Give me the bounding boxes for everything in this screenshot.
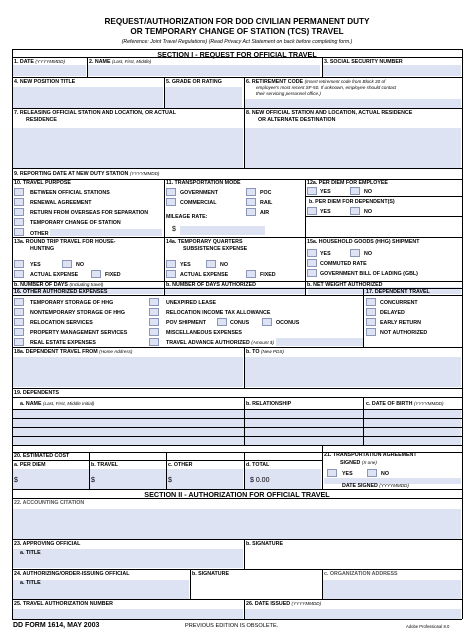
- field6-hint: their servicing personnel office.): [256, 91, 321, 96]
- rule: [87, 57, 88, 77]
- hh-no-checkbox[interactable]: [62, 260, 72, 268]
- org-address-label: c. ORGANIZATION ADDRESS: [324, 571, 398, 577]
- field16-label: 16. OTHER AUTHORIZED EXPENSES: [14, 289, 108, 295]
- field10-label: 10. TRAVEL PURPOSE: [14, 180, 71, 186]
- advance-amount-field[interactable]: [276, 338, 363, 346]
- hhg-gbl-label: GOVERNMENT BILL OF LADING (GBL): [320, 271, 418, 277]
- hhg-no-checkbox[interactable]: [350, 249, 360, 257]
- expense-option: TEMPORARY STORAGE OF HHG: [30, 300, 114, 306]
- expense-checkbox[interactable]: [149, 298, 159, 306]
- field2-label: 2. NAME (Last, First, Middle): [89, 59, 152, 65]
- expense-checkbox[interactable]: [149, 338, 159, 346]
- expense-checkbox[interactable]: [14, 308, 24, 316]
- advance-label: TRAVEL ADVANCE AUTHORIZED (Amount $): [166, 340, 274, 346]
- field9-label: 9. REPORTING DATE AT NEW DUTY STATION (YYYYMMDD): [14, 171, 160, 177]
- rule: [12, 49, 13, 619]
- purpose-option: BETWEEN OFFICIAL STATIONS: [30, 190, 110, 196]
- tq-fixed-checkbox[interactable]: [246, 270, 256, 278]
- rule: [12, 347, 462, 348]
- purpose-checkbox[interactable]: [14, 208, 24, 216]
- tq-no-label: NO: [220, 262, 228, 268]
- expense-option: NONTEMPORARY STORAGE OF HHG: [30, 310, 125, 316]
- hh-actual-checkbox[interactable]: [14, 270, 24, 278]
- field6-label: 6. RETIREMENT CODE (Insert retirement code from Block 30 of: [246, 79, 386, 85]
- expense-checkbox[interactable]: [149, 308, 159, 316]
- per-diem-yes-checkbox[interactable]: [307, 187, 317, 195]
- agreement-yes-label: YES: [342, 471, 353, 477]
- purpose-option: OTHER: [30, 231, 49, 237]
- authorization-number-field[interactable]: [13, 609, 243, 619]
- per-diem-dep-yes-checkbox[interactable]: [307, 207, 317, 215]
- pov-label: POV SHIPMENT: [166, 320, 207, 326]
- rule: [12, 409, 462, 410]
- agreement-yes-checkbox[interactable]: [327, 469, 337, 477]
- rule: [305, 216, 462, 217]
- hh-fixed-label: FIXED: [105, 272, 121, 278]
- form-id: DD FORM 1614, MAY 2003: [13, 622, 100, 629]
- cost-total-label: d. TOTAL: [246, 462, 270, 468]
- tq-no-checkbox[interactable]: [206, 260, 216, 268]
- cost-travel-field[interactable]: [90, 469, 166, 489]
- field8-label-2: OR ALTERNATE DESTINATION: [258, 117, 336, 123]
- section1-heading: SECTION I - REQUEST FOR OFFICIAL TRAVEL: [157, 50, 317, 59]
- per-diem-yes-label: YES: [320, 189, 331, 195]
- field22-label: 22. ACCOUNTING CITATION: [14, 500, 85, 506]
- field20-label: 20. ESTIMATED COST: [14, 453, 70, 459]
- rule: [12, 619, 462, 620]
- releasing-station-field[interactable]: [13, 128, 243, 168]
- expense-option: RELOCATION SERVICES: [30, 320, 93, 326]
- hhg-commuted-label: COMMUTED RATE: [320, 261, 367, 267]
- purpose-checkbox[interactable]: [14, 188, 24, 196]
- dep-travel-checkbox[interactable]: [366, 298, 376, 306]
- field26-label: 26. DATE ISSUED (YYYYMMDD): [246, 601, 322, 607]
- expense-option: RELOCATION INCOME TAX ALLOWANCE: [166, 310, 271, 316]
- position-title-field[interactable]: [13, 87, 163, 108]
- hhg-yes-label: YES: [320, 251, 331, 257]
- rule: [12, 460, 322, 461]
- purpose-other-field[interactable]: [50, 229, 162, 236]
- rule: [190, 569, 191, 599]
- field18b-label: b. TO (New PDS): [246, 349, 284, 355]
- agreement-no-checkbox[interactable]: [367, 469, 377, 477]
- expense-checkbox[interactable]: [14, 298, 24, 306]
- dep-travel-checkbox[interactable]: [366, 308, 376, 316]
- expense-option: REAL ESTATE EXPENSES: [30, 340, 96, 346]
- tq-fixed-label: FIXED: [260, 272, 276, 278]
- form-reference: (Reference: Joint Travel Regulations) (Read Privacy Act Statement on back before completing form.): [121, 39, 353, 45]
- rule: [305, 179, 306, 237]
- field14a-label-2: SUBSISTENCE EXPENSE: [183, 246, 248, 252]
- mode-option: POC: [260, 190, 272, 196]
- cost-per-diem-label: a. PER DIEM: [14, 462, 46, 468]
- date-field[interactable]: [13, 65, 86, 76]
- hhg-yes-checkbox[interactable]: [307, 249, 317, 257]
- rule: [244, 539, 245, 569]
- date-signed-label: DATE SIGNED (YYYYMMDD): [342, 483, 409, 489]
- field4-label: 4. NEW POSITION TITLE: [14, 79, 76, 85]
- field6-hint: employee's most recent SF-50. If unknown, employee should contact: [256, 85, 397, 90]
- mode-checkbox[interactable]: [166, 198, 176, 206]
- rule: [322, 57, 323, 77]
- cost-other-currency: $: [168, 477, 172, 484]
- field8-label: 8. NEW OFFICIAL STATION AND LOCATION, ACTUAL RESIDENCE: [246, 110, 413, 116]
- dependents-name-header: a. NAME (Last, First, Middle Initial): [20, 401, 95, 407]
- authorizing-signature-label: b. SIGNATURE: [192, 571, 229, 577]
- cost-other-field[interactable]: [167, 469, 243, 489]
- rule: [322, 569, 323, 599]
- rule: [89, 452, 90, 489]
- cost-travel-currency: $: [91, 477, 95, 484]
- date-issued-field[interactable]: [245, 609, 461, 619]
- dep-travel-option: EARLY RETURN: [380, 320, 421, 326]
- rule: [305, 237, 306, 295]
- field18a-label: 18a. DEPENDENT TRAVEL FROM (Home Address): [14, 349, 133, 355]
- mode-option: RAIL: [260, 200, 273, 206]
- tq-actual-label: ACTUAL EXPENSE: [180, 272, 229, 278]
- field21-label-2: SIGNED (X one): [340, 460, 377, 466]
- mileage-rate-label: MILEAGE RATE:: [166, 214, 208, 220]
- expense-checkbox[interactable]: [14, 328, 24, 336]
- rule: [363, 397, 364, 445]
- expense-option: UNEXPIRED LEASE: [166, 300, 217, 306]
- rule: [12, 295, 462, 296]
- software-note: Adobe Professional 8.0: [406, 624, 450, 629]
- purpose-option: RENEWAL AGREEMENT: [30, 200, 92, 206]
- rule: [12, 77, 462, 78]
- mode-option: AIR: [260, 210, 270, 216]
- per-diem-dep-no-label: NO: [364, 209, 372, 215]
- mileage-currency: $: [172, 226, 176, 233]
- rule: [244, 397, 245, 445]
- per-diem-no-label: NO: [364, 189, 372, 195]
- name-field[interactable]: [88, 65, 320, 76]
- rule: [12, 237, 462, 238]
- oconus-checkbox[interactable]: [262, 318, 272, 326]
- field15b-label: b. NET WEIGHT AUTHORIZED: [307, 282, 383, 288]
- dependents-dob-header: c. DATE OF BIRTH (YYYYMMDD): [366, 401, 444, 407]
- rule: [164, 237, 165, 295]
- mode-checkbox[interactable]: [246, 208, 256, 216]
- rule: [363, 288, 364, 347]
- form-title-line2: OR TEMPORARY CHANGE OF STATION (TCS) TRAVEL: [130, 27, 344, 36]
- hhg-no-label: NO: [364, 251, 372, 257]
- hh-yes-label: YES: [30, 262, 41, 268]
- grade-field[interactable]: [165, 87, 242, 108]
- oconus-label: OCONUS: [276, 320, 300, 326]
- rule: [322, 445, 323, 489]
- tq-yes-checkbox[interactable]: [166, 260, 176, 268]
- dep-travel-checkbox[interactable]: [366, 328, 376, 336]
- cost-per-diem-field[interactable]: [13, 469, 89, 489]
- dep-travel-checkbox[interactable]: [366, 318, 376, 326]
- field25-label: 25. TRAVEL AUTHORIZATION NUMBER: [14, 601, 113, 607]
- mode-checkbox[interactable]: [246, 188, 256, 196]
- expense-option: PROPERTY MANAGEMENT SERVICES: [30, 330, 128, 336]
- section2-heading: SECTION II - AUTHORIZATION FOR OFFICIAL TRAVEL: [144, 490, 330, 499]
- hh-fixed-checkbox[interactable]: [91, 270, 101, 278]
- rule: [244, 599, 245, 619]
- accounting-citation-field[interactable]: [13, 509, 461, 539]
- rule: [12, 427, 462, 428]
- rule: [12, 445, 462, 446]
- dependents-relationship-header: b. RELATIONSHIP: [246, 401, 292, 407]
- cost-travel-label: b. TRAVEL: [91, 462, 118, 468]
- rule: [462, 49, 463, 619]
- rule: [305, 196, 462, 197]
- rule: [166, 452, 167, 489]
- dep-travel-option: NOT AUTHORIZED: [380, 330, 428, 336]
- rule: [12, 599, 462, 600]
- cost-total-value: $ 0.00: [250, 477, 270, 484]
- field7-label: 7. RELEASING OFFICIAL STATION AND LOCATION, OR ACTUAL: [14, 110, 176, 116]
- dep-travel-option: DELAYED: [380, 310, 405, 316]
- field23-label: 23. APPROVING OFFICIAL: [14, 541, 81, 547]
- mode-option: COMMERCIAL: [180, 200, 217, 206]
- field1-label: 1. DATE (YYYYMMDD): [14, 59, 66, 65]
- agreement-no-label: NO: [381, 471, 389, 477]
- field17-label: 17. DEPENDENT TRAVEL: [366, 289, 430, 295]
- hhg-commuted-checkbox[interactable]: [307, 259, 317, 267]
- conus-label: CONUS: [230, 320, 250, 326]
- approving-signature-label: b. SIGNATURE: [246, 541, 283, 547]
- rule: [12, 539, 462, 540]
- purpose-option: RETURN FROM OVERSEAS FOR SEPARATION: [30, 210, 149, 216]
- conus-checkbox[interactable]: [217, 318, 227, 326]
- hh-yes-checkbox[interactable]: [14, 260, 24, 268]
- rule: [244, 347, 245, 388]
- rule: [12, 388, 462, 389]
- tq-actual-checkbox[interactable]: [166, 270, 176, 278]
- purpose-checkbox[interactable]: [14, 198, 24, 206]
- hhg-gbl-checkbox[interactable]: [307, 269, 317, 277]
- hh-actual-label: ACTUAL EXPENSE: [30, 272, 79, 278]
- purpose-checkbox[interactable]: [14, 218, 24, 226]
- field7-label-2: RESIDENCE: [26, 117, 57, 123]
- ssn-field[interactable]: [323, 65, 461, 76]
- rule: [12, 108, 462, 109]
- travel-from-field[interactable]: [13, 357, 243, 387]
- cost-per-diem-currency: $: [14, 477, 18, 484]
- expense-checkbox[interactable]: [14, 338, 24, 346]
- field24-label: 24. AUTHORIZING/ORDER-ISSUING OFFICIAL: [14, 571, 130, 577]
- rule: [12, 168, 462, 169]
- mode-checkbox[interactable]: [166, 188, 176, 196]
- expense-checkbox[interactable]: [14, 318, 24, 326]
- misc-label: MISCELLANEOUS EXPENSES: [166, 330, 242, 336]
- field12b-label: b. PER DIEM FOR DEPENDENT(S): [309, 199, 395, 205]
- travel-to-field[interactable]: [245, 357, 461, 387]
- mode-option: GOVERNMENT: [180, 190, 218, 196]
- tq-yes-label: YES: [180, 262, 191, 268]
- retirement-code-field[interactable]: [245, 99, 461, 108]
- field11-label: 11. TRANSPORTATION MODE: [166, 180, 241, 186]
- per-diem-no-checkbox[interactable]: [350, 187, 360, 195]
- mileage-rate-field[interactable]: [180, 226, 265, 235]
- field14b-label: b. NUMBER OF DAYS AUTHORIZED: [166, 282, 256, 288]
- org-address-field[interactable]: [323, 580, 461, 599]
- rule: [12, 418, 462, 419]
- pov-checkbox[interactable]: [149, 318, 159, 326]
- cost-other-label: c. OTHER: [168, 462, 193, 468]
- mode-checkbox[interactable]: [246, 198, 256, 206]
- field14a-label: 14a. TEMPORARY QUARTERS: [166, 239, 243, 245]
- rule: [164, 179, 165, 237]
- rule: [12, 436, 462, 437]
- approving-title-field[interactable]: [13, 549, 243, 568]
- approving-title-label: a. TITLE: [20, 550, 41, 556]
- field13a-label-2: HUNTING: [30, 246, 55, 252]
- field3-label: 3. SOCIAL SECURITY NUMBER: [324, 59, 403, 65]
- field13b-label: b. NUMBER OF DAYS (Including travel): [14, 282, 104, 288]
- new-station-field[interactable]: [245, 128, 461, 168]
- hh-no-label: NO: [76, 262, 84, 268]
- expense-checkbox[interactable]: [149, 328, 159, 336]
- purpose-checkbox[interactable]: [14, 228, 24, 236]
- field5-label: 5. GRADE OR RATING: [166, 79, 222, 85]
- field19-label: 19. DEPENDENTS: [14, 390, 60, 396]
- form-title-line1: REQUEST/AUTHORIZATION FOR DOD CIVILIAN PERMANENT DUTY: [104, 17, 370, 26]
- purpose-option: TEMPORARY CHANGE OF STATION: [30, 220, 121, 226]
- previous-edition-note: PREVIOUS EDITION IS OBSOLETE.: [185, 623, 279, 629]
- rule: [12, 397, 462, 398]
- field13a-label: 13a. ROUND TRIP TRAVEL FOR HOUSE-: [14, 239, 116, 245]
- rule: [244, 452, 245, 489]
- field12a-label: 12a. PER DIEM FOR EMPLOYEE: [307, 180, 388, 186]
- per-diem-dep-yes-label: YES: [320, 209, 331, 215]
- rule: [164, 77, 165, 108]
- field15a-label: 15a. HOUSEHOLD GOODS (HHG) SHIPMENT: [307, 239, 420, 245]
- field21-label: 21. TRANSPORTATION AGREEMENT: [324, 452, 417, 458]
- dep-travel-option: CONCURRENT: [380, 300, 418, 306]
- rule: [12, 569, 462, 570]
- per-diem-dep-no-checkbox[interactable]: [350, 207, 360, 215]
- rule: [244, 77, 245, 168]
- authorizing-title-label: a. TITLE: [20, 580, 41, 586]
